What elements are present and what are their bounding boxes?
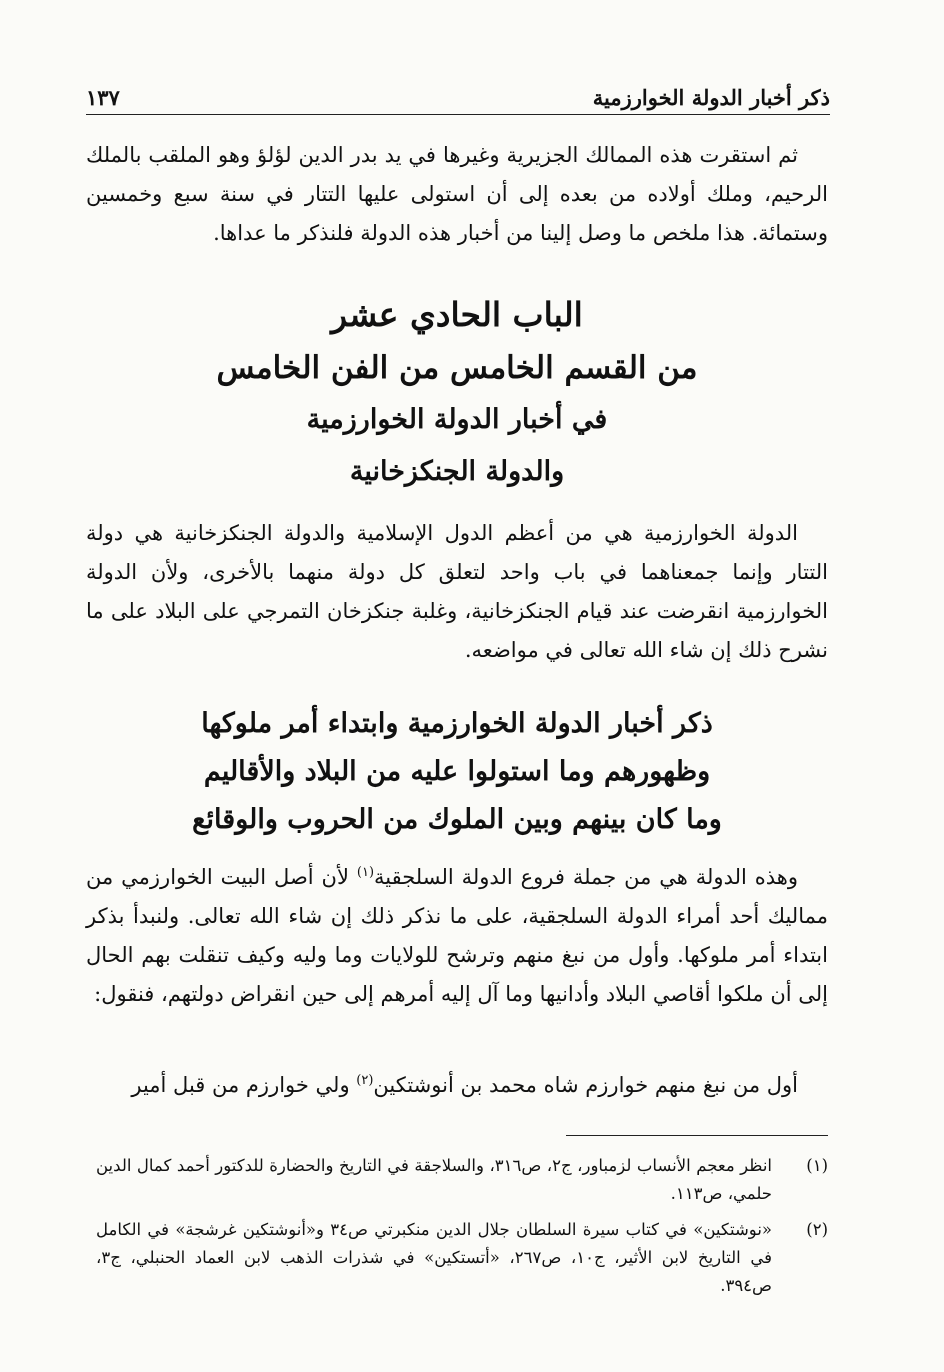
running-title: ذكر أخبار الدولة الخوارزمية: [592, 85, 830, 110]
footnote-reference-2: (٢): [356, 1073, 374, 1088]
footnote-separator: [566, 1135, 828, 1136]
chapter-subtitle: من القسم الخامس من الفن الخامس: [216, 350, 698, 386]
footnote-number: (١): [806, 1156, 828, 1175]
section-heading-line-3: وما كان بينهم وبين الملوك من الحروب والوقائع: [192, 804, 722, 835]
running-header: [86, 70, 830, 110]
section-heading-line-1: ذكر أخبار الدولة الخوارزمية وابتداء أمر ملوكها: [201, 708, 713, 739]
page-number: ١٣٧: [86, 85, 120, 110]
footnote-text: «نوشتكين» في كتاب سيرة السلطان جلال الدين منكبرتي ص٣٤ و«أنوشتكين غرشجة» في الكامل في التاريخ لابن الأثير، ج١٠، ص٢٦٧، «أتستكين» في شذرات الذهب لابن العماد الحنبلي، ج٣، ص٣٩٤.: [96, 1220, 773, 1295]
header-rule: [86, 114, 830, 115]
chapter-title: الباب الحادي عشر: [331, 295, 583, 334]
section-heading-line-2: وظهورهم وما استولوا عليه من البلاد والأقاليم: [203, 756, 711, 787]
section-paragraph-text-start: وهذه الدولة هي من جملة فروع الدولة السلجقية: [374, 865, 798, 889]
footnote-text: انظر معجم الأنساب لزمباور، ج٢، ص٣١٦، والسلاجقة في التاريخ والحضارة للدكتور أحمد كمال الدين حلمي، ص١١٣.: [96, 1156, 772, 1203]
last-paragraph-text-start: أول من نبغ منهم خوارزم شاه محمد بن أنوشتكين: [373, 1073, 798, 1097]
footnote-reference-1: (١): [356, 865, 375, 880]
last-paragraph: [86, 1066, 828, 1105]
chapter-topic-line-2: والدولة الجنكزخانية: [349, 456, 565, 487]
last-paragraph-text-end: ولي خوارزم من قبل أمير: [131, 1073, 357, 1097]
chapter-topic-line-1: في أخبار الدولة الخوارزمية: [306, 404, 608, 435]
footnote-2: [96, 1216, 828, 1300]
footnote-number: (٢): [806, 1220, 828, 1239]
footnote-1: [96, 1152, 828, 1208]
intro-paragraph: ثم استقرت هذه الممالك الجزيرية وغيرها في يد بدر الدين لؤلؤ وهو الملقب بالملك الرحيم، وملك أولاده من بعده إلى أن استولى عليها التتار في سنة سبع وخمسين وستمائة. هذا ملخص ما وصل إلينا من أخبار هذه الدولة فلنذكر ما عداها.: [86, 143, 828, 245]
section-heading: [86, 700, 828, 844]
chapter-heading: [86, 288, 828, 498]
section-paragraph: [86, 858, 828, 1014]
chapter-paragraph: الدولة الخوارزمية هي من أعظم الدول الإسلامية والدولة الجنكزخانية هي دولة التتار وإنما جمعناهما في باب واحد لتعلق كل دولة منهما بالأخرى، ولأن الدولة الخوارزمية انقرضت عند قيام الجنكزخانية، وغلبة جنكزخان التمرجي على البلاد على ما نشرح ذلك إن شاء الله تعالى في مواضعه.: [86, 521, 828, 662]
section-paragraph-text-end: لأن أصل البيت الخوارزمي من مماليك أحد أمراء الدولة السلجقية، على ما نذكر ذلك إن شاء الله تعالى. ولنبدأ بذكر ابتداء أمر ملوكها. وأول من نبغ منهم وترشح للولايات وما وليه وكيف تنقلت بهم الحال إلى أن ملكوا أقاصي البلاد وأدانيها وما آل إليه أمرهم إلى حين انقراض دولتهم، فنقول:: [86, 865, 828, 1006]
